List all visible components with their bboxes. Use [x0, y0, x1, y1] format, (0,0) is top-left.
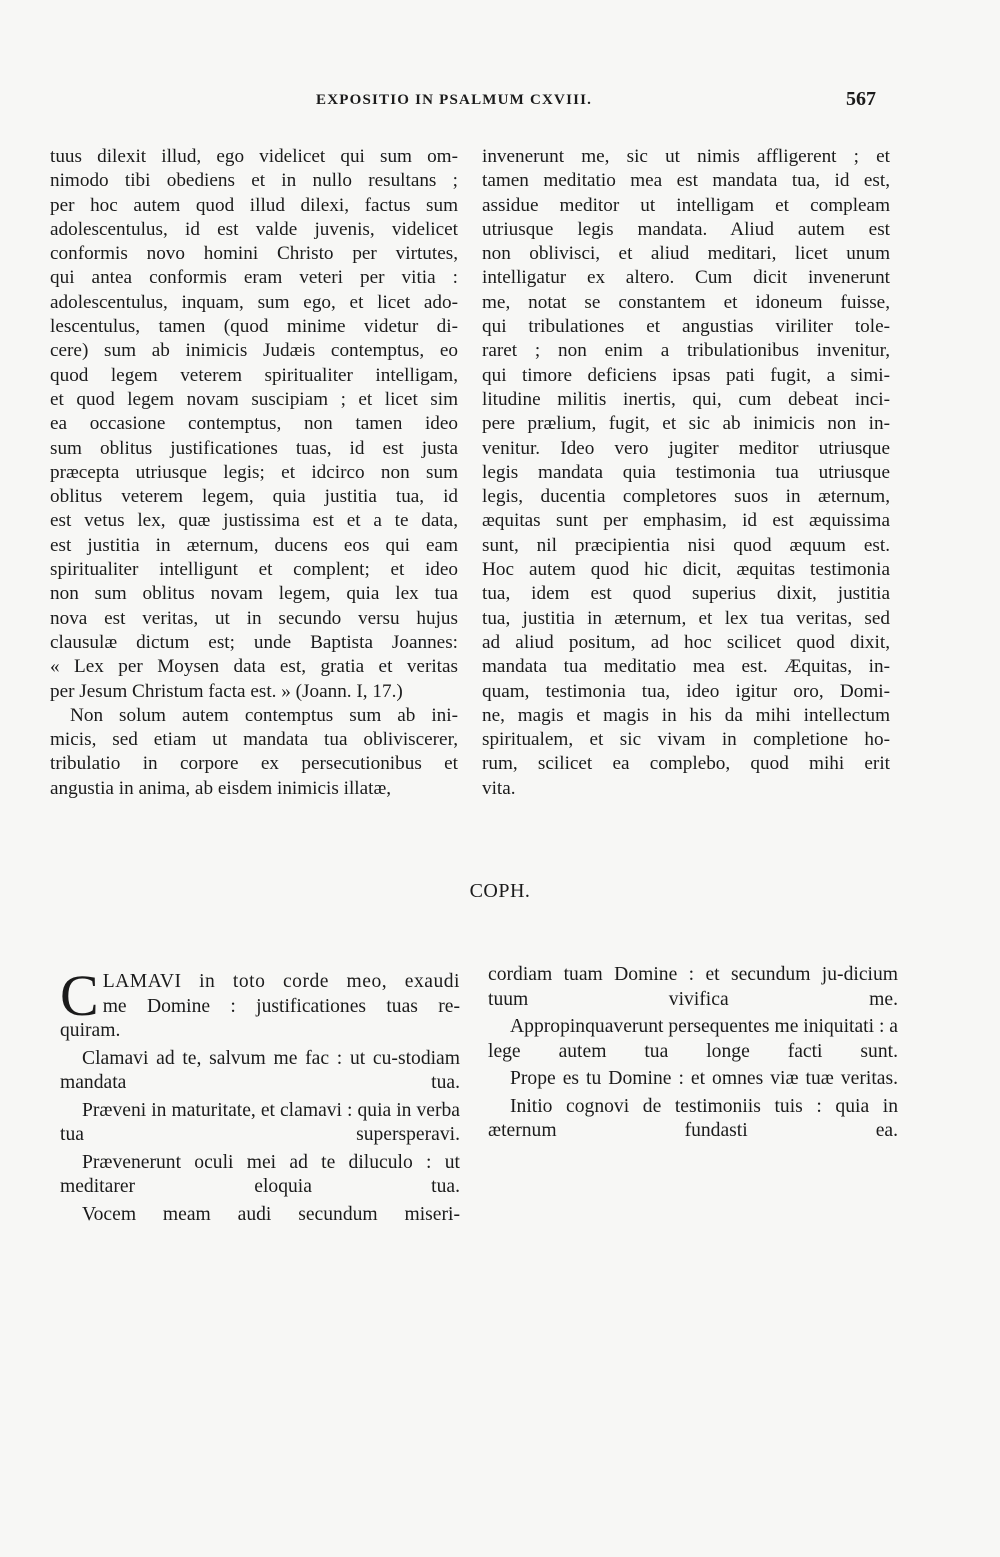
commentary-column-left — [50, 145, 458, 801]
text-line: non sum oblitus novam legem, quia lex tua — [50, 583, 458, 605]
commentary-column-right — [482, 145, 890, 801]
verse-1 — [60, 963, 460, 1044]
text-line: ad aliud positum, ad hoc scilicet quod dixit, — [482, 631, 890, 653]
text-line: legis mandata quia testimonia tua utriusque — [482, 461, 890, 483]
text-line: tribulatio in corpore ex persecutionibus et — [50, 753, 458, 775]
text-line: me, notat se constantem et idoneum fuisse, — [482, 291, 890, 313]
psalm-verses-right — [488, 963, 898, 1144]
text-line: sum oblitus justificationes tuas, id est justa — [50, 437, 458, 459]
text-line: tamen meditatio mea est mandata tua, id est, — [482, 170, 890, 192]
text-line: vita. — [482, 777, 516, 799]
verse-5-continued: cordiam tuam Domine : et secundum ju-dicium tuum vivifica me. — [488, 964, 898, 1010]
text-line: ne, magis et magis in his da mihi intellectum — [482, 704, 890, 726]
text-line: per Jesum Christum facta est. » (Joann. I, 17.) — [50, 680, 403, 702]
text-line: tua, idem est quod superius dixit, justitia — [482, 583, 890, 605]
text-line: per hoc autem quod illud dilexi, factus sum — [50, 194, 458, 216]
text-line: « Lex per Moysen data est, gratia et veritas — [50, 656, 458, 678]
text-line: spiritualiter intelligunt et complent; et ideo — [50, 559, 458, 581]
verse-3: Præveni in maturitate, et clamavi : quia in verba tua supersperavi. — [60, 1099, 460, 1145]
text-line: quod legem veterem spiritualiter intelligam, — [50, 364, 458, 386]
verse-2: Clamavi ad te, salvum me fac : ut cu-stodiam mandata tua. — [60, 1047, 460, 1093]
text-line: lescentulus, tamen (quod minime videtur di- — [50, 316, 458, 338]
verse-1-line-1: LAMAVI in toto corde meo, exaudi — [102, 971, 460, 992]
text-line: assidue meditor ut intelligam et compleam — [482, 194, 890, 216]
text-line: præcepta utriusque legis; et idcirco non sum — [50, 461, 458, 483]
text-line: nimodo tibi obediens et in nullo resultans ; — [50, 170, 458, 192]
text-line: venitur. Ideo vero jugiter meditor utriusque — [482, 437, 890, 459]
verse-6: Appropinquaverunt persequentes me iniquitati : a lege autem tua longe facti sunt. — [488, 1016, 898, 1062]
text-line: adolescentulus, id est valde juvenis, videlicet — [50, 218, 458, 240]
text-line: sunt, nil præcipientia nisi quod æquum est. — [482, 534, 890, 556]
text-line: legis, ducentia completores suos in æternum, — [482, 486, 890, 508]
section-heading: COPH. — [469, 880, 531, 902]
text-line: clausulæ dictum est; unde Baptista Joannes: — [50, 631, 458, 653]
dropcap: C — [60, 963, 99, 1028]
text-line: nova est veritas, ut in secundo versu hujus — [50, 607, 458, 629]
verse-1-line-3: quiram. — [60, 1020, 121, 1041]
page-number: 567 — [846, 88, 876, 110]
text-line: qui antea conformis eram veteri per vitia : — [50, 267, 458, 289]
text-line: Hoc autem quod hic dicit, æquitas testimonia — [482, 559, 890, 581]
text-line: mandata tua meditatio mea est. Æquitas, in- — [482, 656, 890, 678]
verse-4: Prævenerunt oculi mei ad te diluculo : ut meditarer eloquia tua. — [60, 1151, 460, 1197]
text-line: non oblivisci, et aliud meditari, licet unum — [482, 243, 890, 265]
text-line: et quod legem novam suscipiam ; et licet sim — [50, 388, 458, 410]
text-line: rum, scilicet ea complebo, quod mihi erit — [482, 753, 890, 775]
text-line: quam, testimonia tua, ideo igitur oro, Domi- — [482, 680, 890, 702]
text-line: oblitus veterem legem, quia justitia tua, id — [50, 486, 458, 508]
text-line: intelligatur ex altero. Cum dicit invenerunt — [482, 267, 890, 289]
text-line: est justitia in æternum, ducens eos qui eam — [50, 534, 458, 556]
text-line: angustia in anima, ab eisdem inimicis illatæ, — [50, 777, 392, 799]
text-line: tua, justitia in æternum, et lex tua veritas, sed — [482, 607, 890, 629]
text-line: qui timore deficiens ipsas pati fugit, a simi- — [482, 364, 890, 386]
verse-8: Initio cognovi de testimoniis tuis : quia in æternum fundasti ea. — [488, 1095, 898, 1141]
verse-7: Prope es tu Domine : et omnes viæ tuæ veritas. — [510, 1068, 898, 1089]
text-line: tuus dilexit illud, ego videlicet qui sum om- — [50, 146, 458, 167]
text-line: qui tribulationes et angustias viriliter tole- — [482, 316, 890, 338]
text-line: invenerunt me, sic ut nimis affligerent ; et — [482, 146, 890, 167]
text-line: litudine militis inertis, qui, cum debeat inci- — [482, 388, 890, 410]
text-line: est vetus lex, quæ justissima est et a te data, — [50, 510, 458, 532]
text-line: æquitas sunt per emphasim, id est æquissima — [482, 510, 890, 532]
text-line: cere) sum ab inimicis Judæis contemptus, eo — [50, 340, 458, 362]
verse-5: Vocem meam audi secundum miseri- — [82, 1203, 460, 1225]
page-header — [0, 88, 1000, 118]
text-line: micis, sed etiam ut mandata tua obliviscerer, — [50, 729, 458, 751]
text-line: pere prælium, fugit, et sic ab inimicis non in- — [482, 413, 890, 435]
text-line: raret ; non enim a tribulationibus invenitur, — [482, 340, 890, 362]
text-line: utriusque legis mandata. Aliud autem est — [482, 218, 890, 240]
verse-1-line-2: me Domine : justificationes tuas re- — [102, 995, 460, 1017]
running-title: EXPOSITIO IN PSALMUM CXVIII. — [316, 92, 593, 108]
text-line: adolescentulus, inquam, sum ego, et licet ado- — [50, 291, 458, 313]
text-line: Non solum autem contemptus sum ab ini- — [70, 704, 458, 726]
text-line: spiritualem, et sic vivam in completione ho- — [482, 729, 890, 751]
psalm-verses-left — [60, 963, 460, 1227]
text-line: ea occasione contemptus, non tamen ideo — [50, 413, 458, 435]
text-line: conformis novo homini Christo per virtutes, — [50, 243, 458, 265]
